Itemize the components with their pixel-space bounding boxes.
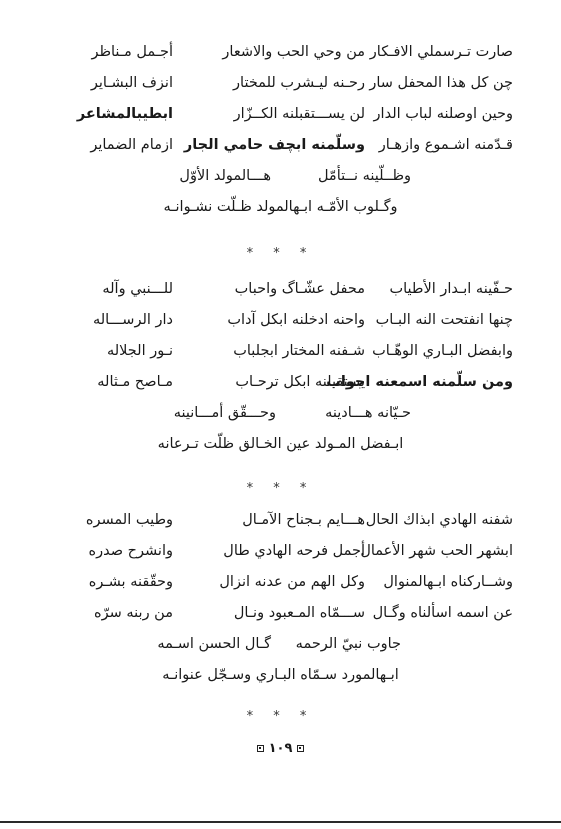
verse-row — [0, 69, 561, 100]
verse-col-3: انزف البشـاير — [90, 75, 173, 91]
refrain-line: ابـفضل المـولد عين الخـالق ظلّت تـرعانه — [157, 436, 404, 452]
verse-col-2: واحنه ادخلنه ابكل آداب — [227, 312, 365, 328]
verse-col-3: مـاصح مـثاله — [97, 374, 173, 390]
separator-stars: * * * — [246, 709, 315, 724]
verse-col-2: يستقبلنه ابكل ترحـاب — [235, 374, 365, 390]
page-edge-line — [0, 821, 561, 823]
verse-col-1: چنها انفتحت النه البـاب — [375, 312, 513, 328]
verse-col-1: قـدّمنه اشـموع وازهـار — [378, 137, 513, 153]
verse-row — [0, 306, 561, 337]
square-ornament-icon — [297, 745, 304, 752]
square-ornament-icon — [257, 745, 264, 752]
verse-col-2: شـفنه المختار ابجلباب — [233, 343, 365, 359]
verse-col-3: دار الرســـاله — [92, 312, 173, 328]
verse-col-1: وابفضل البـاري الوهّـاب — [372, 343, 513, 359]
page-number — [0, 741, 561, 756]
verse-row — [0, 599, 561, 630]
page-number-text: ١٠٩ — [268, 741, 293, 756]
refrain-row — [0, 430, 561, 461]
verse-col-3: من ربنه سرّه — [94, 605, 173, 621]
verse-col-3: وانشرح صدره — [88, 543, 173, 559]
verse-row — [0, 275, 561, 306]
couplet-row — [0, 630, 561, 661]
verse-row — [0, 506, 561, 537]
verse-col-1: ابشهر الحب شهر الأعمال — [360, 543, 513, 559]
verse-col-1: حـفّينه ابـدار الأطياب — [389, 281, 513, 297]
couplet-part-2: هـــالمولد الأوّل — [179, 168, 271, 184]
verse-col-2: هـــايم بـجناح الآمـال — [242, 512, 365, 528]
verse-col-1: عن اسمه اسألناه وگـال — [372, 605, 513, 621]
verse-row — [0, 337, 561, 368]
verse-row — [0, 537, 561, 568]
couplet-row — [0, 162, 561, 193]
verse-col-2: وسلّمنه ابچف حامي الجار — [183, 137, 365, 153]
verse-col-3: أجـمل مـناظر — [91, 44, 173, 60]
verse-col-3: ازمام الضماير — [90, 137, 173, 153]
verse-col-3: وحقّقنه بشـره — [88, 574, 173, 590]
verse-row — [0, 100, 561, 131]
verse-col-2: من وحي الحب والاشعار — [222, 44, 365, 60]
verse-col-3: للـــنبي وآله — [102, 281, 173, 297]
verse-col-1: وحين اوصلنه لباب الدار — [373, 106, 513, 122]
refrain-row — [0, 193, 561, 224]
verse-col-1: شفنه الهادي ابذاك الحال — [365, 512, 513, 528]
stanza-1 — [0, 38, 561, 224]
verse-col-3: وطيب المسره — [85, 512, 173, 528]
verse-col-2: وكل الهم من عدنه انزال — [219, 574, 365, 590]
stanza-3 — [0, 506, 561, 692]
couplet-part-1: حـيّانه هـــادينه — [325, 405, 411, 421]
refrain-row — [0, 661, 561, 692]
verse-row — [0, 38, 561, 69]
verse-col-2: ســـمّاه المـعبود ونـال — [233, 605, 365, 621]
stanza-2 — [0, 275, 561, 461]
separator-stars: * * * — [246, 481, 315, 496]
refrain-line: ابـهالمورد سـمّاه البـاري وسـجّل عنوانـه — [162, 667, 399, 683]
couplet-row — [0, 399, 561, 430]
verse-row — [0, 568, 561, 599]
verse-col-3: ابطيبالمشاعر — [76, 106, 173, 122]
couplet-part-1: جاوب نبيّ الرحمه — [295, 636, 401, 652]
verse-row — [0, 131, 561, 162]
verse-col-1: ومن سلّمنه اسمعنه اجواب — [326, 374, 513, 390]
verse-row — [0, 368, 561, 399]
couplet-part-2: گـال الحسن اسـمه — [157, 636, 271, 652]
verse-col-2: أجمل فرحه الهادي طال — [223, 543, 365, 559]
verse-col-1: وشــاركناه ابـهالمنوال — [383, 574, 513, 590]
verse-col-2: محفل عشّـاگ واحباب — [234, 281, 365, 297]
couplet-part-1: وظــلّينه نــتأمّل — [317, 168, 411, 184]
verse-col-1: صارت تـرسملي الافـكار — [369, 44, 513, 60]
refrain-line: وگـلوب الأمّـه ابـهالمولد ظـلّت نشـوانـه — [163, 199, 398, 215]
verse-col-3: نـور الجلاله — [106, 343, 173, 359]
verse-col-1: چن كل هذا المحفل سار — [369, 75, 513, 91]
verse-col-2: لن يســـتقبلنه الكــزّار — [233, 106, 365, 122]
couplet-part-2: وحـــقّق أمـــانينه — [173, 405, 276, 421]
verse-col-2: رحـنه ليـشرب للمختار — [233, 75, 365, 91]
separator-stars: * * * — [246, 246, 315, 261]
